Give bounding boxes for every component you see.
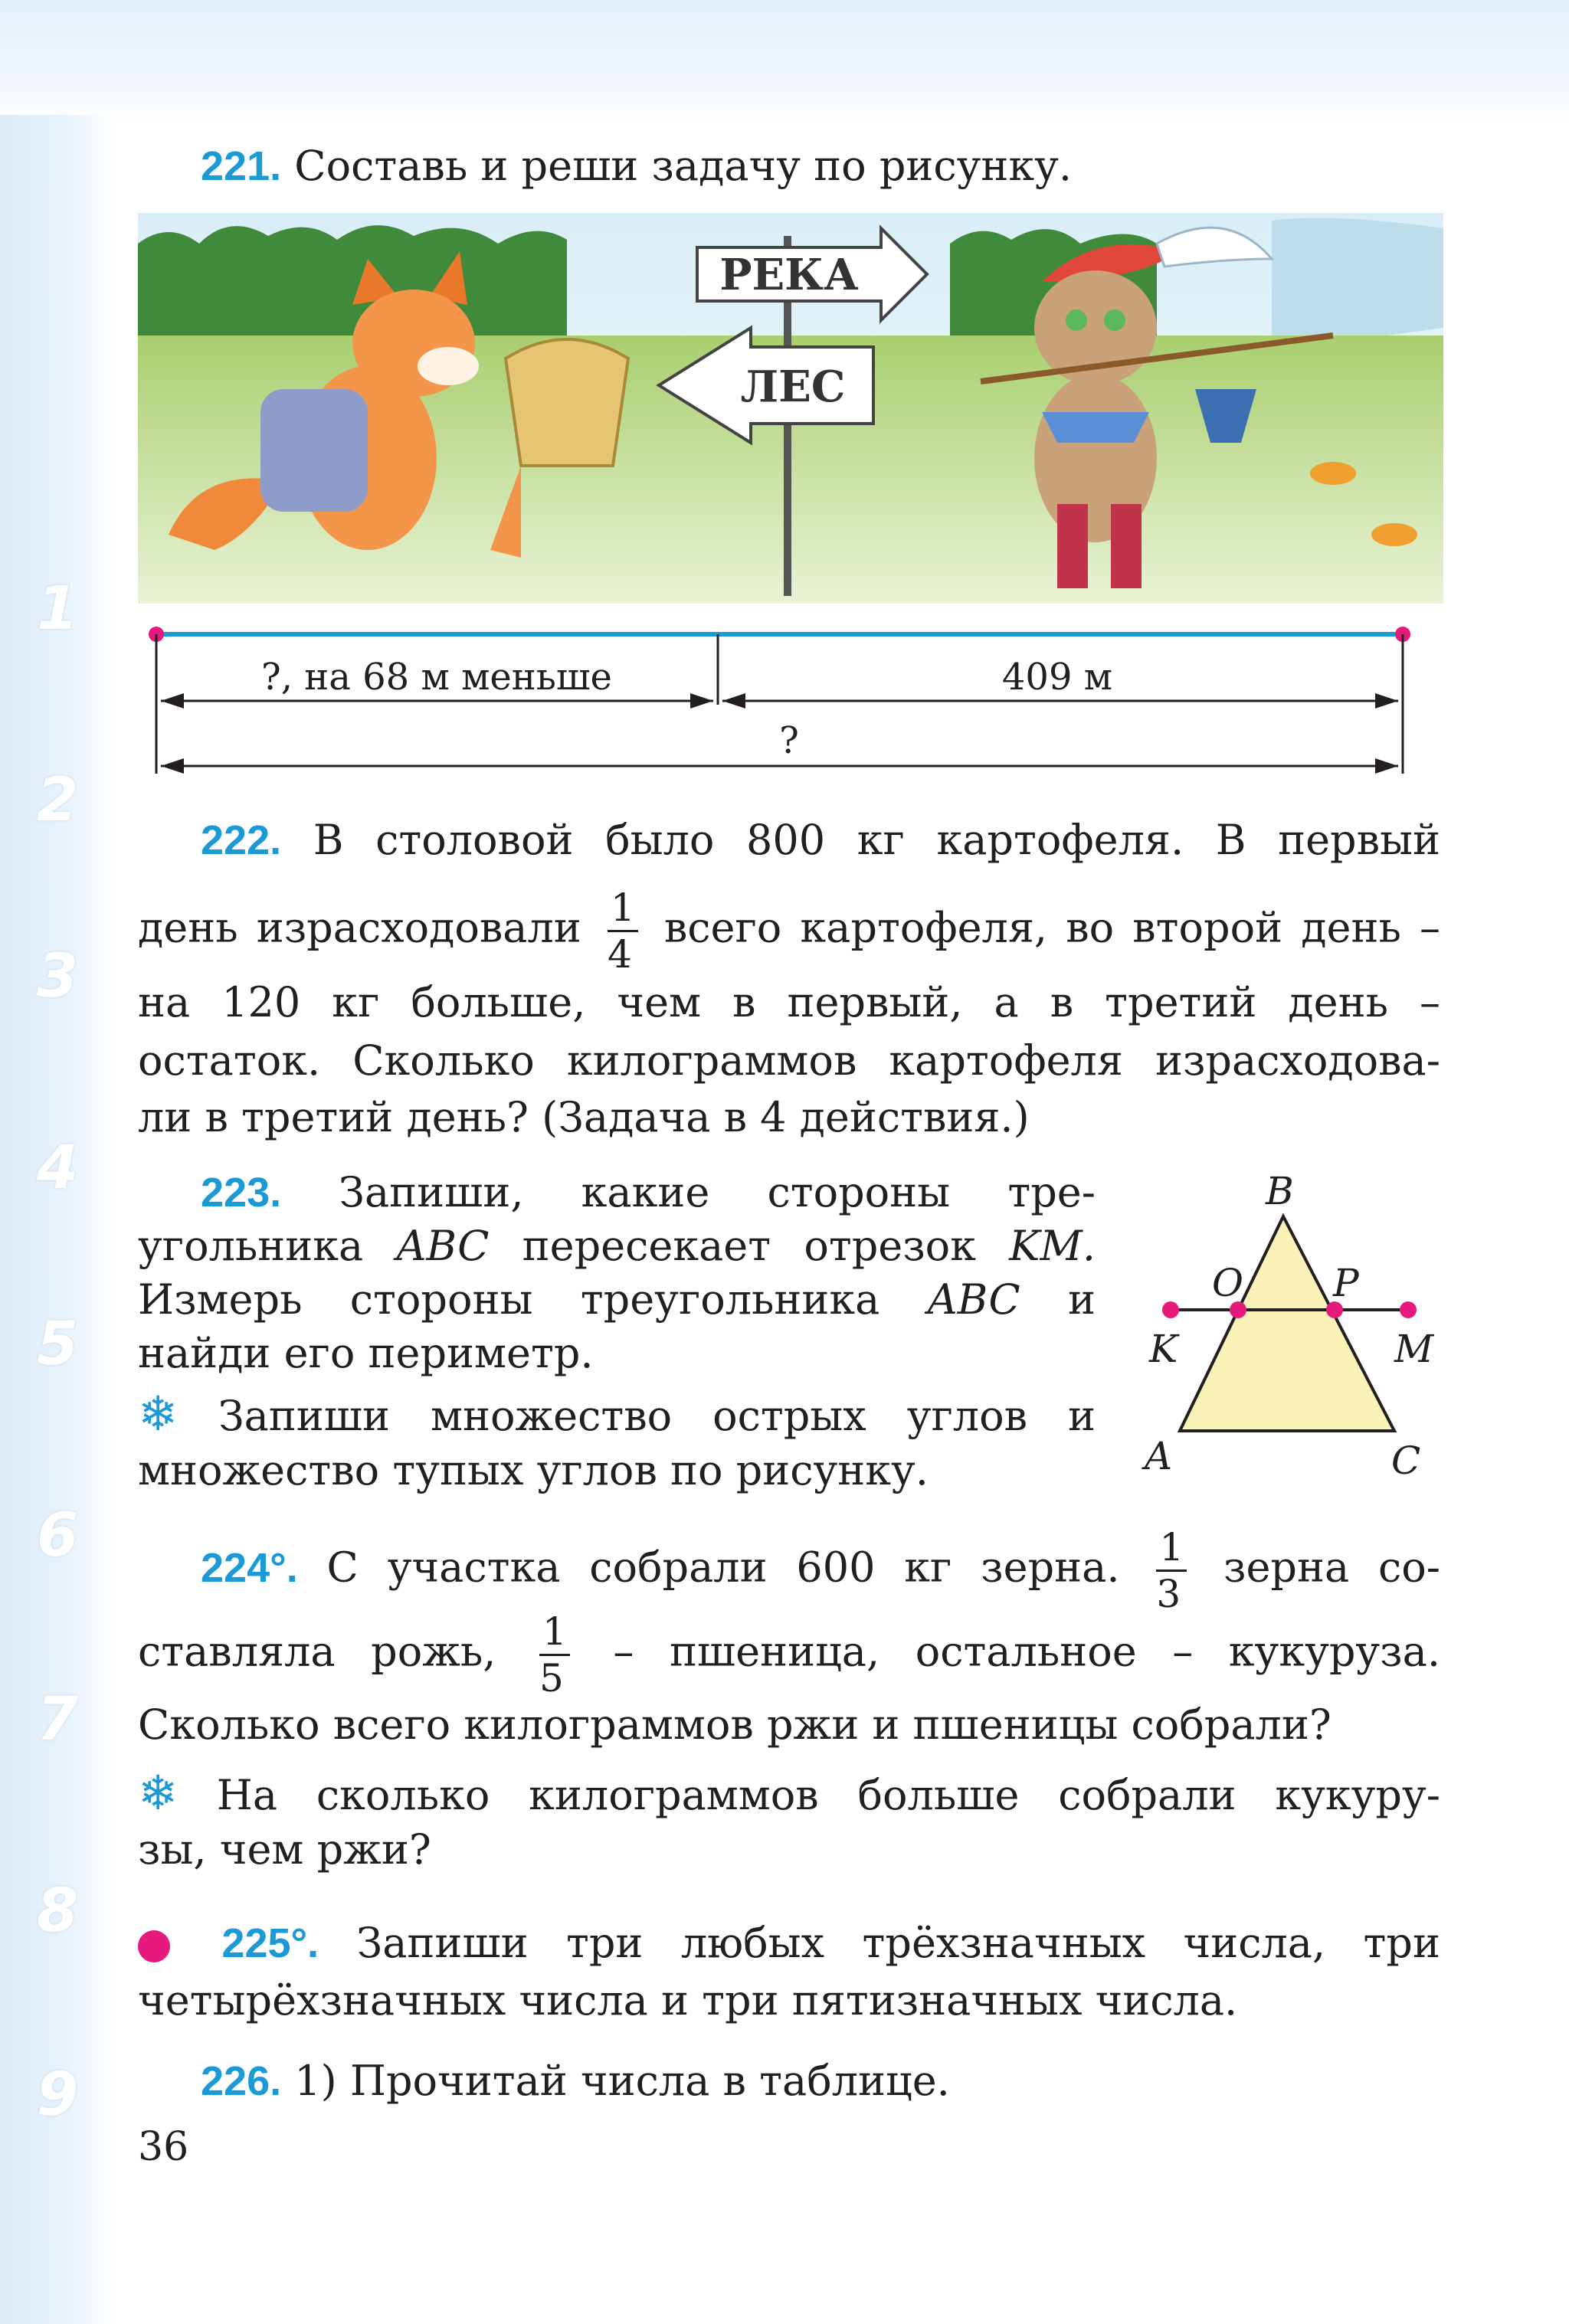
top-band xyxy=(0,0,1569,123)
task-222-line xyxy=(138,885,1440,977)
task-text: Запиши три любых трёхзначных числа, три xyxy=(356,1919,1440,1967)
side-digit: 9 xyxy=(37,2061,79,2129)
task-text: Измерь стороны треугольника xyxy=(138,1275,880,1324)
segment-name: KM. xyxy=(1009,1222,1096,1270)
segment-left-label: ?, на 68 м меньше xyxy=(261,656,612,699)
sign-river: РЕКА xyxy=(719,250,859,300)
task-222-line: остаток. Сколько килограммов картофеля израсходова- xyxy=(138,1036,1440,1085)
side-digit: 6 xyxy=(37,1501,79,1570)
triangle-name: ABC xyxy=(396,1222,490,1270)
task-223-line: множество тупых углов по рисунку. xyxy=(138,1446,929,1494)
task-text: зерна со- xyxy=(1223,1543,1441,1592)
fraction-one-third: $\frac{1}{3}$ xyxy=(1156,1528,1187,1613)
task-number: 221. xyxy=(201,143,282,189)
task-225-line xyxy=(138,1919,1440,1967)
task-223-line: найди его периметр. xyxy=(138,1329,594,1377)
task-text: В столовой было 800 кг картофеля. В первый xyxy=(313,816,1440,864)
task-224-line xyxy=(138,1525,1441,1616)
triangle-name: ABC xyxy=(927,1275,1020,1324)
side-digit: 4 xyxy=(37,1134,79,1203)
task-number: 225°. xyxy=(221,1920,319,1966)
snowflake-icon: ❄ xyxy=(138,1386,178,1442)
task-223-line xyxy=(138,1275,1096,1324)
side-digit: 3 xyxy=(37,942,79,1011)
task-223-line xyxy=(138,1168,1096,1216)
label-m: M xyxy=(1394,1327,1434,1371)
task-text: всего картофеля, во второй день – xyxy=(663,903,1440,952)
task-number: 222. xyxy=(201,817,282,863)
page-number: 36 xyxy=(138,2124,189,2170)
task-224-line xyxy=(138,1609,1440,1700)
label-a: A xyxy=(1145,1434,1173,1478)
task-text: Запиши, какие стороны тре- xyxy=(339,1168,1096,1216)
point-k xyxy=(1162,1301,1179,1318)
side-band xyxy=(0,115,115,2324)
segment-diagram xyxy=(138,620,1443,789)
task-221-heading xyxy=(201,142,1503,190)
side-digit: 5 xyxy=(37,1310,79,1379)
side-digit: 8 xyxy=(37,1877,79,1946)
task-text: ставляла рожь, xyxy=(138,1627,496,1676)
task-222-line: на 120 кг больше, чем в первый, а в третий день – xyxy=(138,978,1440,1026)
task-224-line: Сколько всего килограммов ржи и пшеницы собрали? xyxy=(138,1700,1332,1749)
segment-total-label: ? xyxy=(779,719,799,762)
sign-forest: ЛЕС xyxy=(740,362,846,412)
task-223-line xyxy=(138,1222,1096,1270)
task-text: – пшеница, остальное – кукуруза. xyxy=(613,1627,1440,1676)
fraction-one-fifth: $\frac{1}{5}$ xyxy=(539,1612,570,1697)
side-digit: 1 xyxy=(37,574,79,643)
marker-dot-icon xyxy=(138,1930,170,1962)
label-p: P xyxy=(1333,1261,1359,1305)
task-text: день израсходовали xyxy=(138,903,581,952)
task-text: Запиши множество острых углов и xyxy=(218,1392,1096,1440)
snowflake-icon: ❄ xyxy=(138,1765,178,1821)
triangle-abc xyxy=(1180,1216,1394,1431)
task-number: 224°. xyxy=(201,1544,298,1591)
task-222-line xyxy=(138,816,1440,864)
side-digit: 7 xyxy=(37,1685,79,1754)
task-222-line: ли в третий день? (Задача в 4 действия.) xyxy=(138,1093,1030,1141)
label-c: C xyxy=(1391,1439,1421,1483)
point-m xyxy=(1400,1301,1417,1318)
task-text: и xyxy=(1068,1275,1096,1324)
task-number: 223. xyxy=(201,1170,282,1216)
task-text: С участка собрали 600 кг зерна. xyxy=(326,1543,1120,1592)
fraction-one-quarter: $\frac{1}{4}$ xyxy=(608,889,638,974)
task-224-line xyxy=(138,1765,1440,1821)
task-223-line xyxy=(138,1386,1096,1442)
triangle-diagram xyxy=(1134,1170,1456,1492)
task-226-heading xyxy=(201,2057,1503,2105)
task-224-line: зы, чем ржи? xyxy=(138,1825,431,1874)
side-digit: 2 xyxy=(37,766,79,835)
segment-right-label: 409 м xyxy=(1001,656,1113,699)
task-text: 1) Прочитай числа в таблице. xyxy=(294,2057,950,2105)
task-text: угольника xyxy=(138,1222,364,1270)
task-text: Составь и реши задачу по рисунку. xyxy=(294,142,1073,190)
label-k: K xyxy=(1149,1327,1178,1371)
task-text: пересекает отрезок xyxy=(522,1222,976,1270)
task-text: На сколько килограммов больше собрали кукуру- xyxy=(216,1771,1440,1819)
illustration-fox-and-cat xyxy=(138,213,1443,604)
task-225-line: четырёхзначных числа и три пятизначных числа. xyxy=(138,1976,1238,2024)
label-o: O xyxy=(1212,1261,1243,1305)
task-number: 226. xyxy=(201,2058,282,2104)
label-b: B xyxy=(1266,1170,1294,1213)
